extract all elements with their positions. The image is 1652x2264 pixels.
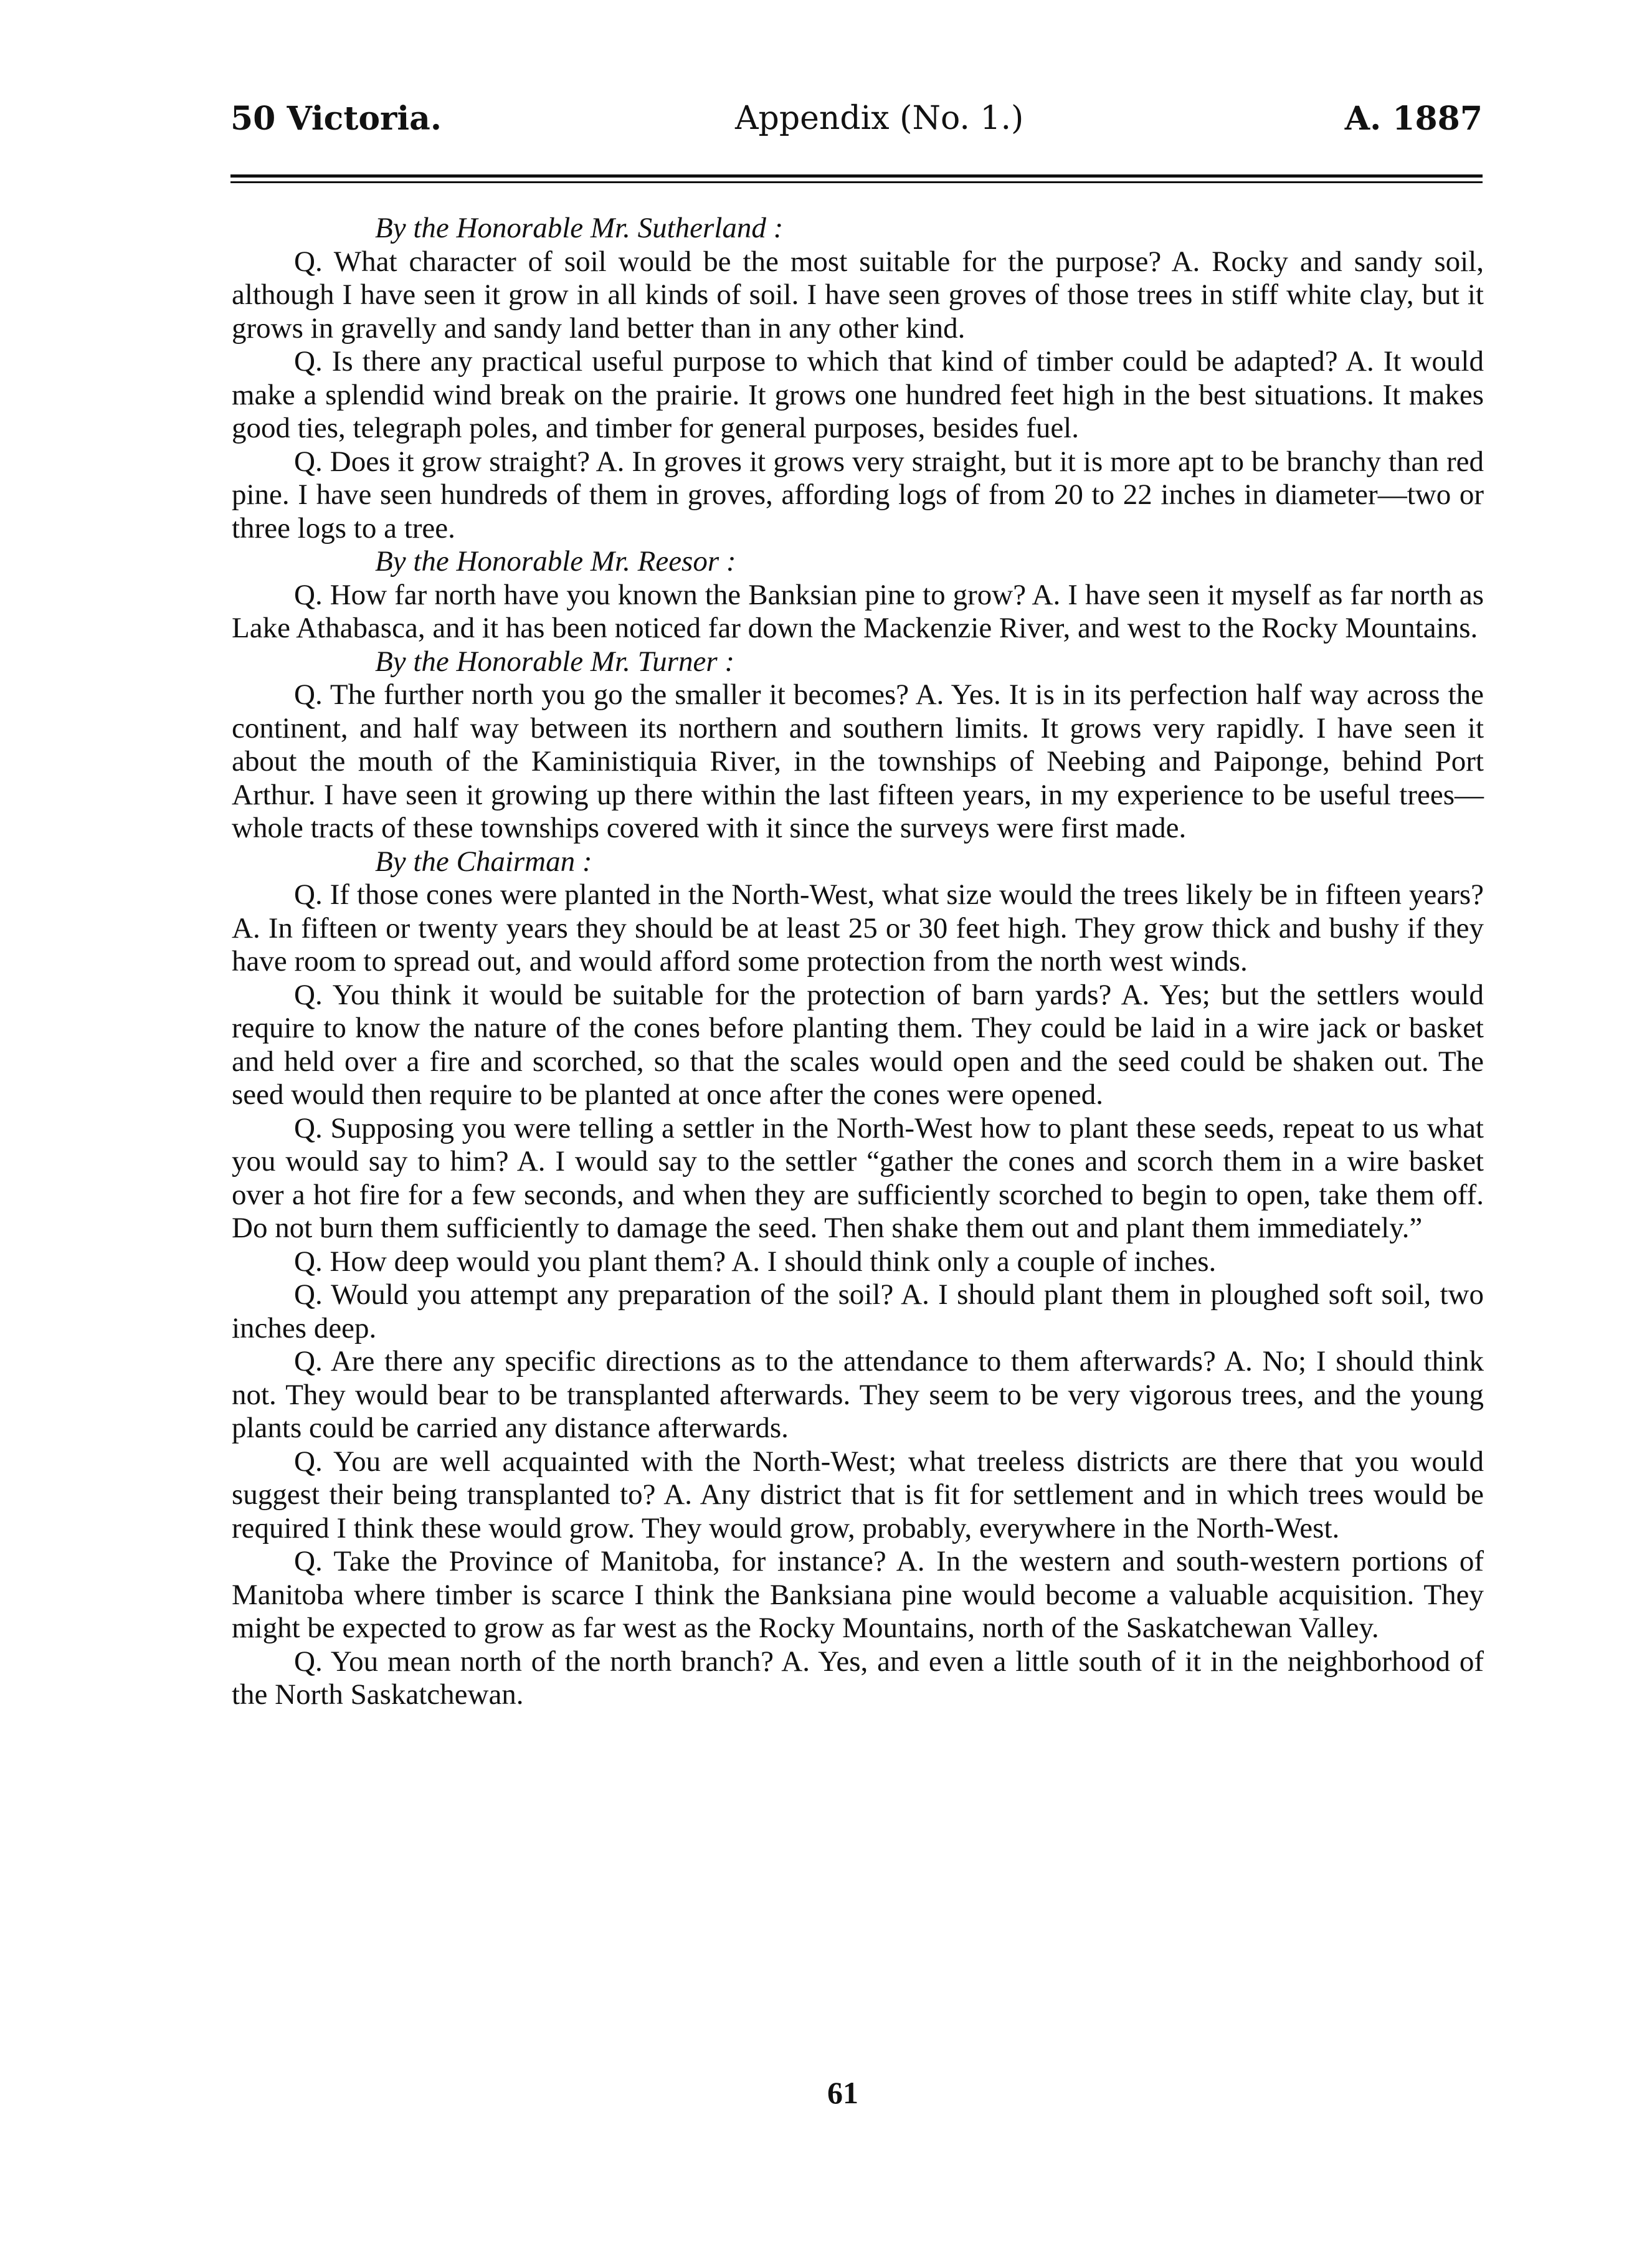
testimony-body [232, 212, 1484, 1712]
qa-paragraph: Q. How far north have you known the Banksian pine to grow? A. I have seen it myself as far north as Lake Athabasca, and it has been noticed far down the Mackenzie River, and west to the Rocky Mountains. [232, 578, 1484, 644]
header-rule-thick [230, 174, 1483, 178]
examiner-heading: By the Honorable Mr. Sutherland : [375, 212, 784, 244]
qa-paragraph: Q. How deep would you plant them? A. I should think only a couple of inches. [294, 1245, 1217, 1278]
qa-paragraph: Q. Take the Province of Manitoba, for instance? A. In the western and south-western portions of Manitoba where timber is scarce I think the Banksiana pine would become a valuable acquisition. They might be expected to grow as far west as the Rocky Mountains, north of the Saskatchewan Valley. [232, 1545, 1484, 1644]
qa-paragraph: Q. Supposing you were telling a settler in the North-West how to plant these seeds, repeat to us what you would say to him? A. I would say to the settler “gather the cones and scorch them in a wire basket over a hot fire for a few seconds, and when they are sufficiently scorched to begin to open, take them off. Do not burn them sufficiently to damage the seed. Then shake them out and plant them immediately.” [232, 1111, 1484, 1244]
qa-paragraph: Q. Are there any specific directions as to the attendance to them afterwards? A. No; I should think not. They would bear to be transplanted afterwards. They seem to be very vigorous trees, and the young plants could be carried any distance afterwards. [232, 1345, 1484, 1444]
examiner-heading: By the Honorable Mr. Reesor : [375, 545, 736, 578]
header-rule-thin [230, 181, 1483, 183]
qa-paragraph: Q. Would you attempt any preparation of the soil? A. I should plant them in ploughed soft soil, two inches deep. [232, 1278, 1484, 1344]
qa-paragraph: Q. You think it would be suitable for the protection of barn yards? A. Yes; but the settlers would require to know the nature of the cones before planting them. They could be laid in a wire jack or basket and held over a fire and scorched, so that the scales would open and the seed could be shaken out. The seed would then require to be planted at once after the cones were opened. [232, 978, 1484, 1111]
qa-paragraph: Q. Does it grow straight? A. In groves it grows very straight, but it is more apt to be branchy than red pine. I have seen hundreds of them in groves, affording logs of from 20 to 22 inches in diameter—two or three logs to a tree. [232, 445, 1484, 545]
running-header [230, 100, 1483, 150]
qa-paragraph: Q. What character of soil would be the most suitable for the purpose? A. Rocky and sandy soil, although I have seen it grow in all kinds of soil. I have seen groves of those trees in stiff white clay, but it grows in gravelly and sandy land better than in any other kind. [232, 245, 1484, 345]
header-session: 50 Victoria. [230, 100, 442, 138]
qa-paragraph: Q. Is there any practical useful purpose to which that kind of timber could be adapted? A. It would make a splendid wind break on the prairie. It grows one hundred feet high in the best situations. It makes good ties, telegraph poles, and timber for general purposes, besides fuel. [232, 345, 1484, 444]
examiner-heading: By the Chairman : [375, 845, 592, 878]
header-appendix: Appendix (No. 1.) [735, 100, 1024, 137]
qa-paragraph: Q. If those cones were planted in the North-West, what size would the trees likely be in fifteen years? A. In fifteen or twenty years they should be at least 25 or 30 feet high. They grow thick and bushy if they have room to spread out, and would afford some protection from the north west winds. [232, 878, 1484, 977]
examiner-heading: By the Honorable Mr. Turner : [375, 645, 735, 678]
qa-paragraph: Q. You are well acquainted with the North-West; what treeless districts are there that you would suggest their being transplanted to? A. Any district that is fit for settlement and in which trees would be required I think these would grow. They would grow, probably, everywhere in the North-West. [232, 1445, 1484, 1544]
qa-paragraph: Q. You mean north of the north branch? A. Yes, and even a little south of it in the neighborhood of the North Saskatchewan. [232, 1645, 1484, 1711]
qa-paragraph: Q. The further north you go the smaller it becomes? A. Yes. It is in its perfection half way across the continent, and half way between its northern and southern limits. It grows very rapidly. I have seen it about the mouth of the Kaministiquia River, in the townships of Neebing and Paiponge, behind Port Arthur. I have seen it growing up there within the last fifteen years, in my experience to be useful trees—whole tracts of these townships covered with it since the surveys were first made. [232, 678, 1484, 844]
header-year: A. 1887 [1344, 100, 1483, 138]
page-number: 61 [827, 2075, 858, 2110]
